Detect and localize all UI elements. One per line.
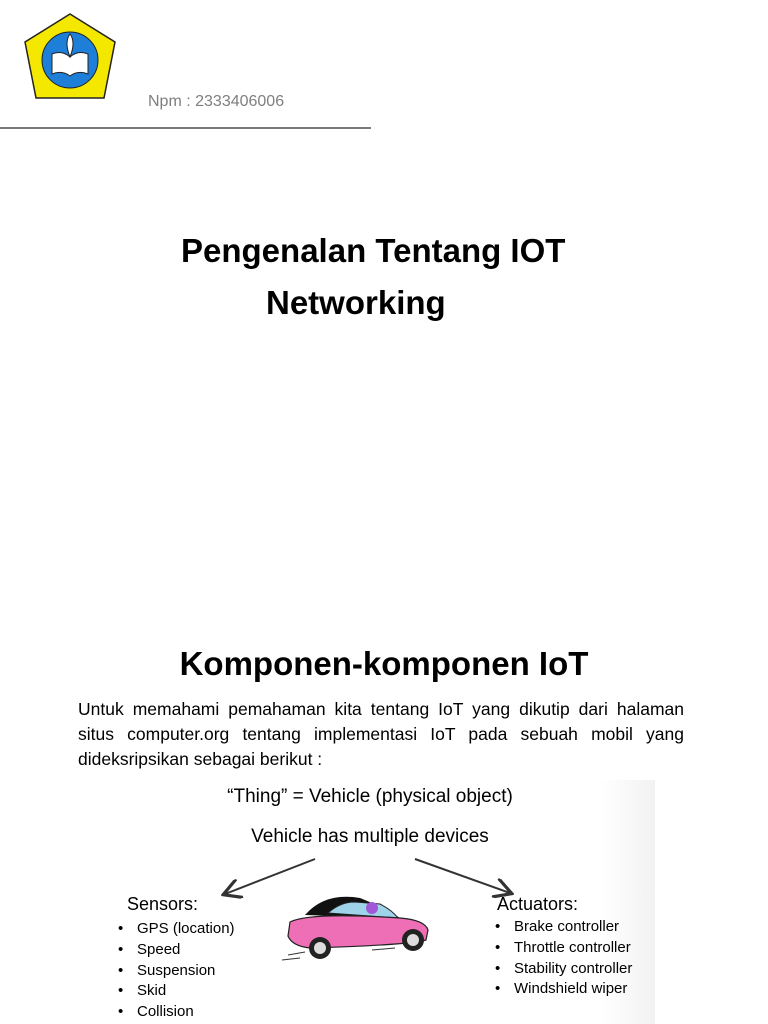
iot-vehicle-diagram bbox=[110, 780, 655, 1024]
actuators-list bbox=[492, 917, 632, 1000]
actuators-heading: Actuators: bbox=[497, 894, 579, 914]
arrow-left-icon bbox=[225, 859, 315, 894]
list-item: • GPS (location) bbox=[115, 919, 235, 940]
list-item: • Windshield wiper bbox=[492, 979, 632, 1000]
header-divider bbox=[0, 127, 371, 129]
section-heading: Komponen-komponen IoT bbox=[179, 645, 589, 682]
car-illustration-icon bbox=[282, 897, 428, 960]
page-title-line1: Pengenalan Tentang IOT bbox=[181, 232, 566, 269]
page-title-line2: Networking bbox=[266, 284, 446, 321]
list-item: • Throttle controller bbox=[492, 938, 632, 959]
sensors-heading: Sensors: bbox=[127, 894, 199, 914]
university-logo bbox=[22, 12, 118, 104]
section-paragraph: Untuk memahami pemahaman kita tentang IoT yang dikutip dari halaman situs computer.org tentang implementasi IoT pada sebuah mobil yang dideksripsikan sebagai berikut : bbox=[78, 699, 684, 769]
student-npm: Npm : 2333406006 bbox=[148, 93, 285, 110]
list-item: • Collision bbox=[115, 1002, 235, 1023]
diagram-devices-label: Vehicle has multiple devices bbox=[251, 826, 489, 847]
list-item: • Skid bbox=[115, 981, 235, 1002]
list-item: • Suspension bbox=[115, 961, 235, 982]
diagram-thing-label: “Thing” = Vehicle (physical object) bbox=[227, 786, 513, 807]
arrow-right-icon bbox=[415, 859, 510, 893]
list-item: • Brake controller bbox=[492, 917, 632, 938]
sensors-list bbox=[115, 919, 235, 1023]
list-item: • Speed bbox=[115, 940, 235, 961]
logo-emblem-icon bbox=[22, 12, 118, 104]
list-item: • Stability controller bbox=[492, 959, 632, 980]
